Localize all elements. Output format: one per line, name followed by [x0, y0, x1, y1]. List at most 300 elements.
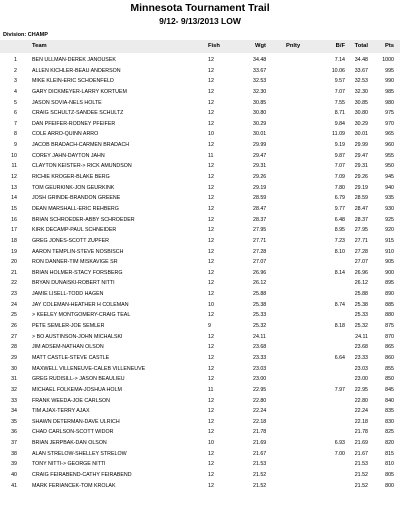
table-row — [0, 193, 400, 204]
row-number: 20 — [11, 259, 17, 266]
team-name: GARY DICKMEYER-LARRY KORTUEM — [32, 88, 127, 95]
table-row — [0, 129, 400, 140]
team-name: GREG JONES-SCOTT ZUPFER — [32, 237, 110, 244]
standings-table-body — [0, 55, 400, 491]
points: 860 — [385, 354, 394, 361]
fish-count: 12 — [208, 471, 214, 478]
fish-count: 12 — [208, 280, 214, 287]
fish-count: 12 — [208, 312, 214, 319]
points: 880 — [385, 312, 394, 319]
table-row — [0, 161, 400, 172]
team-name: COREY JAHN-DAYTON JAHN — [32, 152, 105, 159]
table-row — [0, 396, 400, 407]
weight: 30.85 — [253, 99, 267, 106]
table-row — [0, 247, 400, 258]
row-number: 27 — [11, 333, 17, 340]
table-row — [0, 119, 400, 130]
points: 850 — [385, 376, 394, 383]
weight: 33.67 — [253, 67, 267, 74]
points: 945 — [385, 174, 394, 181]
big-fish: 7.80 — [334, 184, 345, 191]
points: 1000 — [382, 57, 394, 63]
points: 910 — [385, 248, 394, 255]
total-weight: 23.33 — [354, 354, 368, 361]
total-weight: 22.24 — [354, 408, 368, 415]
total-weight: 21.69 — [354, 440, 368, 447]
table-row — [0, 172, 400, 183]
team-name: FRANK WEEDA-JOE CARLSON — [32, 397, 110, 404]
fish-count: 11 — [208, 152, 214, 159]
total-weight: 34.48 — [354, 57, 368, 63]
fish-count: 12 — [208, 174, 214, 181]
weight: 29.19 — [253, 184, 267, 191]
total-weight: 23.68 — [354, 344, 368, 351]
weight: 23.03 — [253, 365, 267, 372]
table-row — [0, 300, 400, 311]
total-weight: 25.33 — [354, 312, 368, 319]
big-fish: 8.14 — [334, 269, 345, 276]
weight: 23.33 — [253, 354, 267, 361]
total-weight: 23.00 — [354, 376, 368, 383]
fish-count: 12 — [208, 259, 214, 266]
points: 825 — [385, 429, 394, 436]
weight: 29.31 — [253, 163, 267, 170]
weight: 28.47 — [253, 205, 267, 212]
table-row — [0, 268, 400, 279]
big-fish: 11.09 — [332, 131, 345, 138]
fish-count: 12 — [208, 163, 214, 170]
total-weight: 28.37 — [354, 216, 368, 223]
total-weight: 21.67 — [354, 450, 368, 457]
table-row — [0, 151, 400, 162]
total-weight: 32.30 — [354, 88, 368, 95]
big-fish: 9.57 — [334, 78, 345, 85]
row-number: 18 — [11, 237, 17, 244]
total-weight: 29.47 — [354, 152, 368, 159]
points: 855 — [385, 365, 394, 372]
row-number: 7 — [14, 120, 17, 127]
weight: 27.95 — [253, 227, 267, 234]
weight: 32.30 — [253, 88, 267, 95]
event-dates: 9/12- 9/13/2013 LOW — [159, 16, 241, 26]
table-row — [0, 278, 400, 289]
column-header-bf: B/F — [335, 43, 345, 49]
team-name: TONY NITTI-> GEORGE NITTI — [32, 461, 106, 468]
row-number: 35 — [11, 418, 17, 425]
fish-count: 12 — [208, 184, 214, 191]
total-weight: 30.80 — [354, 110, 368, 117]
total-weight: 27.95 — [354, 227, 368, 234]
row-number: 13 — [11, 184, 17, 191]
table-row — [0, 87, 400, 98]
points: 870 — [385, 333, 394, 340]
weight: 25.88 — [253, 291, 267, 298]
table-row — [0, 215, 400, 226]
team-name: JACOB BRADACH-CARMEN BRADACH — [32, 142, 130, 149]
row-number: 37 — [11, 440, 17, 447]
row-number: 17 — [11, 227, 17, 234]
fish-count: 12 — [208, 344, 214, 351]
points: 985 — [385, 88, 394, 95]
total-weight: 30.01 — [354, 131, 368, 138]
big-fish: 6.48 — [334, 216, 345, 223]
table-row — [0, 406, 400, 417]
points: 815 — [385, 450, 394, 457]
row-number: 30 — [11, 365, 17, 372]
row-number: 1 — [14, 57, 17, 63]
fish-count: 12 — [208, 110, 214, 117]
team-name: CRAIG FEIRABEND-CATHY FEIRABEND — [32, 471, 132, 478]
weight: 25.32 — [253, 323, 267, 330]
points: 950 — [385, 163, 394, 170]
points: 835 — [385, 408, 394, 415]
row-number: 15 — [11, 205, 17, 212]
total-weight: 26.96 — [354, 269, 368, 276]
total-weight: 21.78 — [354, 429, 368, 436]
total-weight: 25.32 — [354, 323, 368, 330]
big-fish: 7.07 — [334, 163, 345, 170]
team-name: CRAIG SCHULTZ-SANDEE SCHULTZ — [32, 110, 124, 117]
row-number: 41 — [11, 482, 17, 489]
table-row — [0, 236, 400, 247]
weight: 30.01 — [253, 131, 267, 138]
total-weight: 25.38 — [354, 301, 368, 308]
total-weight: 27.28 — [354, 248, 368, 255]
fish-count: 12 — [208, 78, 214, 85]
table-row — [0, 449, 400, 460]
weight: 23.68 — [253, 344, 267, 351]
fish-count: 12 — [208, 205, 214, 212]
row-number: 14 — [11, 195, 17, 202]
team-name: BRIAN HOLMER-STACY FORSBERG — [32, 269, 123, 276]
page-title: Minnesota Tournament Trail — [130, 2, 270, 14]
row-number: 39 — [11, 461, 17, 468]
row-number: 3 — [14, 78, 17, 85]
table-row — [0, 204, 400, 215]
team-name: CHAD CARLSON-SCOTT WIDOR — [32, 429, 114, 436]
total-weight: 21.53 — [354, 461, 368, 468]
team-name: MAXWELL VILLENEUVE-CALEB VILLENEUVE — [32, 365, 146, 372]
fish-count: 12 — [208, 248, 214, 255]
points: 800 — [385, 482, 394, 489]
weight: 30.29 — [253, 120, 267, 127]
big-fish: 7.23 — [334, 237, 345, 244]
total-weight: 33.67 — [354, 67, 368, 74]
big-fish: 9.84 — [334, 120, 345, 127]
fish-count: 12 — [208, 450, 214, 457]
team-name: RON DANNER-TIM MISKAVIGE SR — [32, 259, 118, 266]
weight: 34.48 — [253, 57, 267, 63]
fish-count: 10 — [208, 131, 214, 138]
weight: 21.53 — [253, 461, 267, 468]
row-number: 21 — [11, 269, 17, 276]
points: 865 — [385, 344, 394, 351]
table-row — [0, 66, 400, 77]
total-weight: 21.52 — [354, 471, 368, 478]
table-row — [0, 385, 400, 396]
row-number: 24 — [11, 301, 17, 308]
fish-count: 9 — [208, 323, 211, 330]
big-fish: 7.97 — [334, 386, 345, 393]
row-number: 25 — [11, 312, 17, 319]
table-row — [0, 459, 400, 470]
total-weight: 21.52 — [354, 482, 368, 489]
team-name: > KEELEY MONTGOMERY-CRAIG TEAL — [32, 312, 131, 319]
column-header-pts: Pts — [384, 43, 394, 49]
points: 920 — [385, 227, 394, 234]
fish-count: 12 — [208, 67, 214, 74]
column-header-total: Total — [354, 43, 368, 49]
fish-count: 12 — [208, 216, 214, 223]
fish-count: 12 — [208, 142, 214, 149]
total-weight: 29.19 — [354, 184, 368, 191]
table-row — [0, 321, 400, 332]
points: 980 — [385, 99, 394, 106]
points: 885 — [385, 301, 394, 308]
points: 820 — [385, 440, 394, 447]
weight: 22.18 — [253, 418, 267, 425]
points: 995 — [385, 67, 394, 74]
total-weight: 30.29 — [354, 120, 368, 127]
table-row — [0, 183, 400, 194]
points: 930 — [385, 205, 394, 212]
big-fish: 8.71 — [334, 110, 345, 117]
row-number: 19 — [11, 248, 17, 255]
total-weight: 25.88 — [354, 291, 368, 298]
team-name: DEAN MARSHALL-ERIC REHBERG — [32, 205, 119, 212]
points: 975 — [385, 110, 394, 117]
row-number: 5 — [14, 99, 17, 106]
table-row — [0, 257, 400, 268]
points: 965 — [385, 131, 394, 138]
weight: 22.24 — [253, 408, 267, 415]
weight: 25.33 — [253, 312, 267, 319]
team-name: PETE SEMLER-JOE SEMLER — [32, 323, 105, 330]
table-header — [0, 40, 400, 53]
team-name: ALAN STRELOW-SHELLEY STRELOW — [32, 450, 127, 457]
row-number: 16 — [11, 216, 17, 223]
weight: 26.12 — [253, 280, 267, 287]
team-name: MATT CASTLE-STEVE CASTLE — [32, 354, 110, 361]
table-row — [0, 417, 400, 428]
row-number: 2 — [14, 67, 17, 74]
column-header-fish: Fish — [208, 43, 220, 49]
points: 905 — [385, 259, 394, 266]
row-number: 26 — [11, 323, 17, 330]
big-fish: 9.87 — [334, 152, 345, 159]
total-weight: 27.07 — [354, 259, 368, 266]
weight: 23.00 — [253, 376, 267, 383]
table-row — [0, 481, 400, 492]
weight: 32.53 — [253, 78, 267, 85]
row-number: 38 — [11, 450, 17, 457]
team-name: RICHIE KROGER-BLAKE BERG — [32, 174, 110, 181]
row-number: 33 — [11, 397, 17, 404]
big-fish: 9.19 — [334, 142, 345, 149]
points: 830 — [385, 418, 394, 425]
points: 875 — [385, 323, 394, 330]
points: 960 — [385, 142, 394, 149]
table-row — [0, 140, 400, 151]
team-name: SHAWN DETERMAN-DAVE ULRICH — [32, 418, 120, 425]
fish-count: 12 — [208, 227, 214, 234]
total-weight: 24.11 — [355, 333, 368, 340]
team-name: JAMIE LISELL-TODD HAGEN — [32, 291, 104, 298]
big-fish: 6.79 — [334, 195, 345, 202]
team-name: BRIAN SCHROEDER-ABBY SCHROEDER — [32, 216, 135, 223]
big-fish: 6.64 — [334, 354, 345, 361]
total-weight: 28.47 — [354, 205, 368, 212]
big-fish: 10.06 — [331, 67, 345, 74]
team-name: KIRK DECAMP-PAUL SCHNEIDER — [32, 227, 117, 234]
total-weight: 26.12 — [354, 280, 368, 287]
fish-count: 12 — [208, 237, 214, 244]
points: 955 — [385, 152, 394, 159]
points: 940 — [385, 184, 394, 191]
total-weight: 30.85 — [354, 99, 368, 106]
points: 845 — [385, 386, 394, 393]
total-weight: 32.53 — [354, 78, 368, 85]
weight: 26.96 — [253, 269, 267, 276]
total-weight: 29.26 — [354, 174, 368, 181]
row-number: 32 — [11, 386, 17, 393]
row-number: 4 — [14, 88, 17, 95]
team-name: JASON SOVIA-NELS HOLTE — [32, 99, 102, 106]
table-row — [0, 225, 400, 236]
weight: 29.47 — [253, 152, 267, 159]
team-name: BRIAN JERPBAK-DAN OLSON — [32, 440, 107, 447]
team-name: ALLEN KICHLER-BEAU ANDERSON — [32, 67, 121, 74]
total-weight: 22.18 — [354, 418, 368, 425]
table-row — [0, 427, 400, 438]
row-number: 9 — [14, 142, 17, 149]
weight: 22.95 — [253, 386, 267, 393]
fish-count: 12 — [208, 354, 214, 361]
big-fish: 7.55 — [334, 99, 345, 106]
points: 890 — [385, 291, 394, 298]
weight: 21.52 — [253, 471, 267, 478]
row-number: 28 — [11, 344, 17, 351]
weight: 24.11 — [253, 333, 266, 340]
big-fish: 8.18 — [334, 323, 345, 330]
fish-count: 12 — [208, 269, 214, 276]
team-name: DAN PFEIFER-RODNEY PFEIFER — [32, 120, 116, 127]
fish-count: 12 — [208, 418, 214, 425]
points: 810 — [385, 461, 394, 468]
weight: 21.78 — [253, 429, 267, 436]
fish-count: 12 — [208, 365, 214, 372]
team-name: JOSH GRINDE-BRANDON GREENE — [32, 195, 121, 202]
team-name: AARON TEMPLIN-STEVE NOSBISCH — [32, 248, 124, 255]
team-name: > BO AUSTINSON-JOHN MICHALSKI — [32, 333, 123, 340]
team-name: MARK FERIANCEK-TOM KROLAK — [32, 482, 116, 489]
team-name: MICHAEL FOLKEMA-JOSHUA HOLM — [32, 386, 122, 393]
row-number: 34 — [11, 408, 17, 415]
weight: 27.07 — [253, 259, 267, 266]
team-name: TOM GEURKINK-JON GEURKINK — [32, 184, 115, 191]
big-fish: 6.93 — [334, 440, 345, 447]
team-name: MIKE KLEIN-ERIC SCHOENFELD — [32, 78, 114, 85]
weight: 28.37 — [253, 216, 267, 223]
big-fish: 7.09 — [334, 174, 345, 181]
weight: 27.71 — [253, 237, 267, 244]
row-number: 23 — [11, 291, 17, 298]
weight: 29.99 — [253, 142, 267, 149]
total-weight: 23.03 — [354, 365, 368, 372]
points: 915 — [385, 237, 394, 244]
weight: 28.59 — [253, 195, 267, 202]
fish-count: 10 — [208, 301, 214, 308]
row-number: 36 — [11, 429, 17, 436]
team-name: JIM ADSEM-NATHAN OLSON — [32, 344, 104, 351]
fish-count: 12 — [208, 99, 214, 106]
points: 895 — [385, 280, 394, 287]
points: 990 — [385, 78, 394, 85]
fish-count: 12 — [208, 120, 214, 127]
team-name: BEN ULLMAN-DEREK JANOUSEK — [32, 57, 116, 63]
table-row — [0, 98, 400, 109]
table-row — [0, 438, 400, 449]
total-weight: 22.80 — [354, 397, 368, 404]
total-weight: 28.59 — [354, 195, 368, 202]
weight: 29.26 — [253, 174, 267, 181]
fish-count: 12 — [208, 88, 214, 95]
table-row — [0, 289, 400, 300]
division-label: Division: CHAMP — [3, 32, 48, 38]
table-row — [0, 374, 400, 385]
total-weight: 29.31 — [354, 163, 368, 170]
big-fish: 9.77 — [334, 205, 345, 212]
weight: 22.80 — [253, 397, 267, 404]
total-weight: 29.99 — [354, 142, 368, 149]
table-row — [0, 342, 400, 353]
big-fish: 8.74 — [334, 301, 345, 308]
table-row — [0, 76, 400, 87]
table-row — [0, 353, 400, 364]
row-number: 31 — [11, 376, 17, 383]
table-row — [0, 470, 400, 481]
fish-count: 12 — [208, 333, 214, 340]
fish-count: 10 — [208, 440, 214, 447]
total-weight: 27.71 — [354, 237, 368, 244]
weight: 21.67 — [253, 450, 267, 457]
weight: 25.38 — [253, 301, 267, 308]
fish-count: 12 — [208, 397, 214, 404]
fish-count: 12 — [208, 461, 214, 468]
table-row — [0, 55, 400, 66]
points: 805 — [385, 471, 394, 478]
big-fish: 7.00 — [334, 450, 345, 457]
fish-count: 12 — [208, 195, 214, 202]
team-name: TIM AJAX-TERRY AJAX — [32, 408, 90, 415]
weight: 30.80 — [253, 110, 267, 117]
table-row — [0, 364, 400, 375]
points: 925 — [385, 216, 394, 223]
fish-count: 12 — [208, 408, 214, 415]
column-header-pnlty: Pnlty — [286, 43, 301, 49]
team-name: BRYAN DUNAISKI-ROBERT NITTI — [32, 280, 115, 287]
table-row — [0, 310, 400, 321]
row-number: 29 — [11, 354, 17, 361]
points: 935 — [385, 195, 394, 202]
points: 840 — [385, 397, 394, 404]
big-fish: 7.14 — [334, 57, 345, 63]
fish-count: 12 — [208, 57, 214, 63]
table-row — [0, 332, 400, 343]
row-number: 40 — [11, 471, 17, 478]
fish-count: 12 — [208, 291, 214, 298]
weight: 21.52 — [253, 482, 267, 489]
